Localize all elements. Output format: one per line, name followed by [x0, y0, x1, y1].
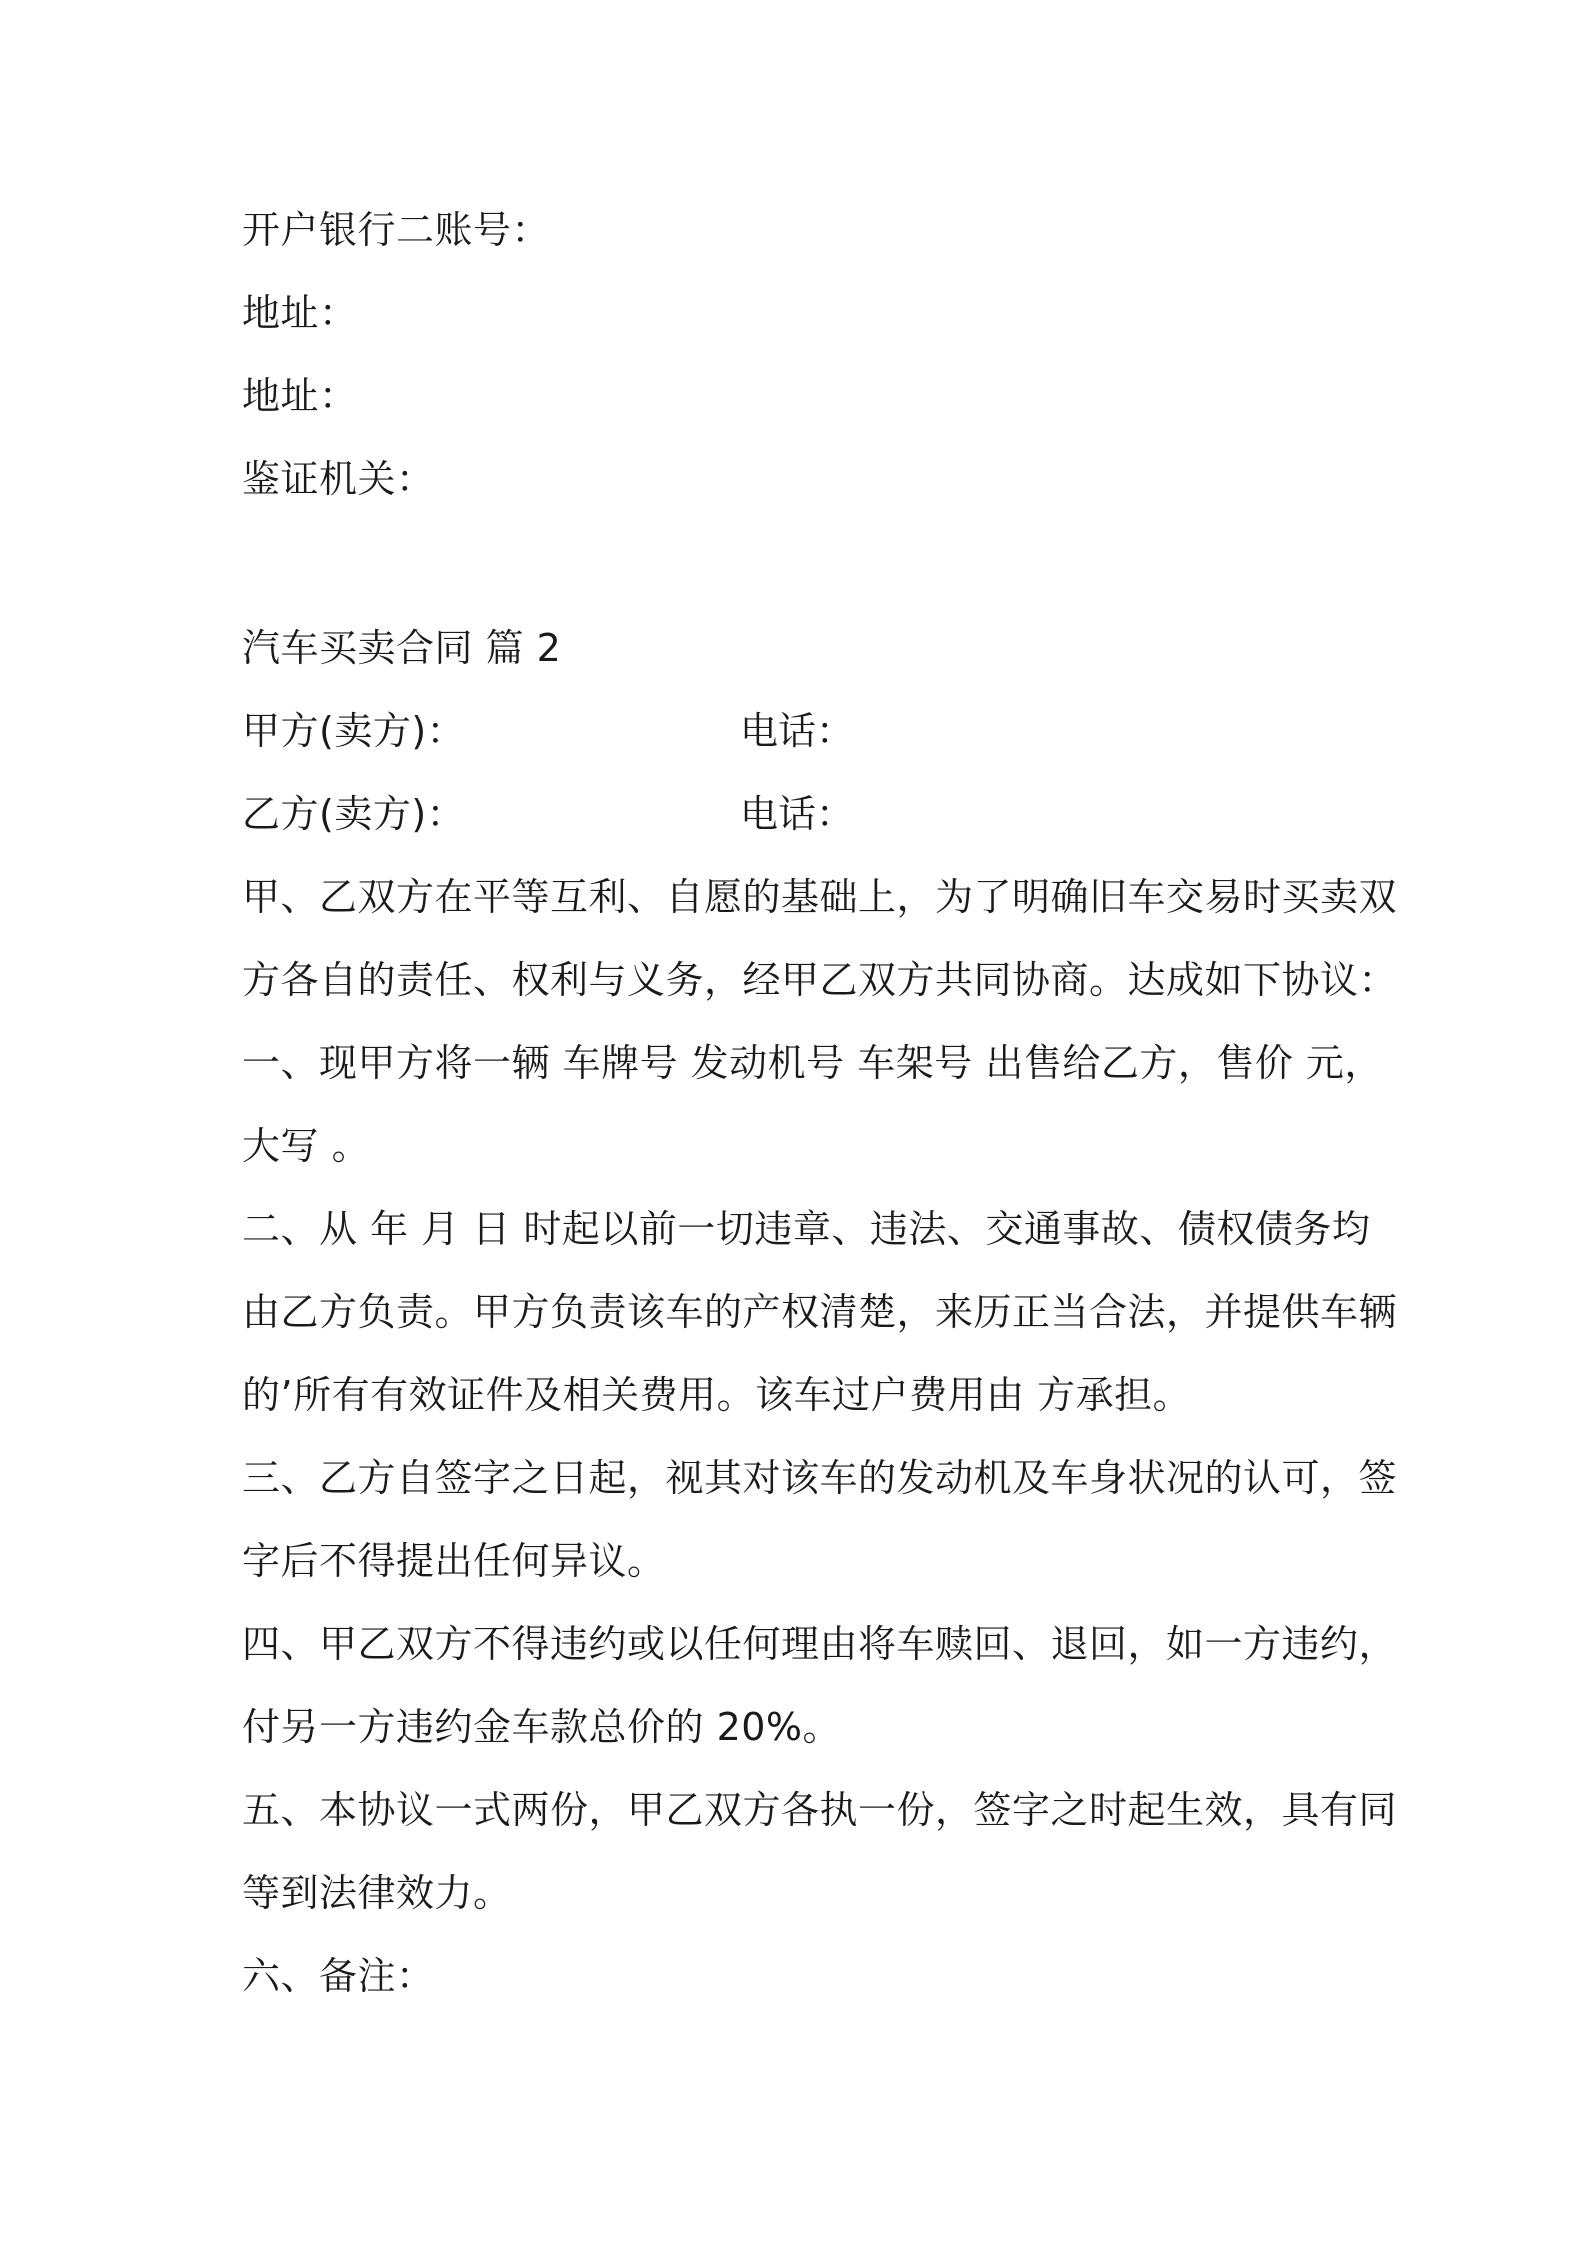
clause-2: 二、从 年 月 日 时起以前一切违章、违法、交通事故、债权债务均: [242, 1207, 1371, 1251]
body-line: 甲、乙双方在平等互利、自愿的基础上，为了明确旧车交易时买卖双: [242, 875, 1398, 919]
body-line: 大写 。: [242, 1124, 371, 1168]
party-b-label: 乙方(卖方)：: [242, 792, 466, 836]
clause-5: 五、本协议一式两份，甲乙双方各执一份，签字之时起生效，具有同: [242, 1788, 1398, 1832]
party-a-phone-label: 电话：: [740, 709, 855, 753]
body-line: 等到法律效力。: [242, 1871, 512, 1915]
address-field: 地址：: [242, 291, 358, 335]
clause-4: 四、甲乙双方不得违约或以任何理由将车赎回、退回，如一方违约，: [242, 1622, 1398, 1666]
body-line: 由乙方负责。甲方负责该车的产权清楚，来历正当合法，并提供车辆: [242, 1290, 1398, 1334]
body-line: 字后不得提出任何异议。: [242, 1539, 666, 1583]
contract-title: 汽车买卖合同 篇 2: [242, 626, 562, 670]
body-line: 的’所有有效证件及相关费用。该车过户费用由 方承担。: [242, 1373, 1192, 1417]
notary-authority-field: 鉴证机关：: [242, 457, 435, 501]
body-line: 付另一方违约金车款总价的 20%。: [242, 1705, 842, 1749]
clause-3: 三、乙方自签字之日起，视其对该车的发动机及车身状况的认可，签: [242, 1456, 1398, 1500]
address-field: 地址：: [242, 374, 358, 418]
clause-6-remarks: 六、备注：: [242, 1954, 435, 1998]
bank-account-field: 开户银行二账号：: [242, 208, 551, 252]
party-b-phone-label: 电话：: [740, 792, 855, 836]
clause-1: 一、现甲方将一辆 车牌号 发动机号 车架号 出售给乙方，售价 元，: [242, 1041, 1383, 1085]
party-a-label: 甲方(卖方)：: [242, 709, 466, 753]
body-line: 方各自的责任、权利与义务，经甲乙双方共同协商。达成如下协议：: [242, 958, 1398, 1002]
